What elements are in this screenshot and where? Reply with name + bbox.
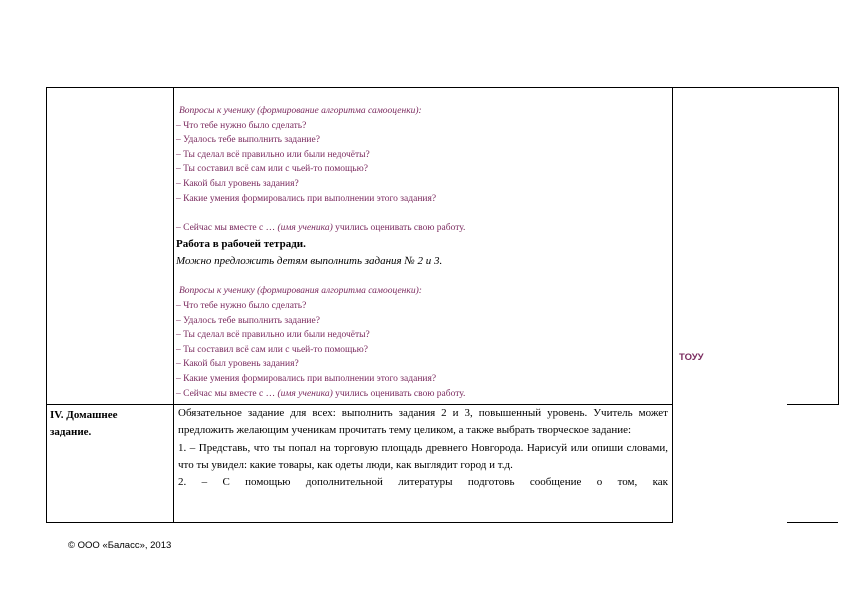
workbook-task: Можно предложить детям выполнить задания № 2 и 3. (176, 255, 443, 268)
table-top-border (46, 87, 838, 88)
row-divider-right (787, 404, 838, 405)
homework-cell (178, 405, 668, 522)
stage-title-line2: задание. (50, 426, 92, 438)
question-item: – Удалось тебе выполнить задание? (176, 135, 320, 146)
workbook-title: Работа в рабочей тетради. (176, 238, 306, 251)
table-bottom-border (46, 522, 672, 523)
self-assessment-questions-2 (176, 284, 670, 386)
together-after: учились оценивать свою работу. (332, 222, 466, 233)
questions-title: Вопросы к ученику (формирования алгоритма самооценки): (179, 286, 422, 297)
question-item: – Какой был уровень задания? (176, 178, 299, 189)
together-italic: (имя ученика) (277, 222, 333, 233)
copyright-footer: © ООО «Баласс», 2013 (68, 540, 172, 551)
self-assessment-questions-1 (176, 104, 670, 221)
homework-para-2: 1. – Представь, что ты попал на торговую площадь древнего Новгорода. Нарисуй или опиши словами, что ты увидел: какие товары, как одеты люди, как выглядит город и т.д. (178, 441, 668, 471)
together-italic: (имя ученика) (277, 388, 333, 399)
question-item: – Какие умения формировались при выполнении этого задания? (176, 373, 437, 384)
question-item: – Удалось тебе выполнить задание? (176, 315, 320, 326)
question-item: – Ты сделал всё правильно или были недочёты? (176, 330, 370, 341)
question-item: – Какой был уровень задания? (176, 359, 299, 370)
table-left-border (46, 87, 47, 523)
table-bottom-border-right (787, 522, 838, 523)
question-item: – Что тебе нужно было сделать? (176, 300, 307, 311)
together-after: учились оценивать свою работу. (332, 388, 466, 399)
together-line (176, 221, 670, 236)
table-right-border (838, 87, 839, 405)
top-content-cell (176, 104, 670, 401)
stage-title-line1: IV. Домашнее (50, 409, 118, 421)
column-divider-2 (672, 87, 673, 523)
homework-para-1: Обязательное задание для всех: выполнить задания 2 и 3, повышенный уровень. Учитель может предложить желающим ученикам прочитать тему целиком, а также выбрать творческое задание: (178, 407, 668, 437)
column-divider-1 (173, 87, 174, 523)
homework-para-3: 2. – С помощью дополнительной литературы подготовь сообщение о том, как (178, 476, 668, 489)
question-item: – Ты сделал всё правильно или были недочёты? (176, 149, 370, 160)
question-item: – Ты составил всё сам или с чьей-то помощью? (176, 344, 368, 355)
question-item: – Какие умения формировались при выполнении этого задания? (176, 193, 437, 204)
together-before: – Сейчас мы вместе с … (176, 388, 278, 399)
together-before: – Сейчас мы вместе с … (176, 222, 278, 233)
uud-label: ТОУУ (679, 352, 704, 363)
stage-cell (50, 407, 170, 441)
question-item: – Что тебе нужно было сделать? (176, 120, 307, 131)
question-item: – Ты составил всё сам или с чьей-то помощью? (176, 164, 368, 175)
together-line-2 (176, 387, 670, 402)
questions-title: Вопросы к ученику (формирование алгоритма самооценки): (179, 106, 422, 116)
